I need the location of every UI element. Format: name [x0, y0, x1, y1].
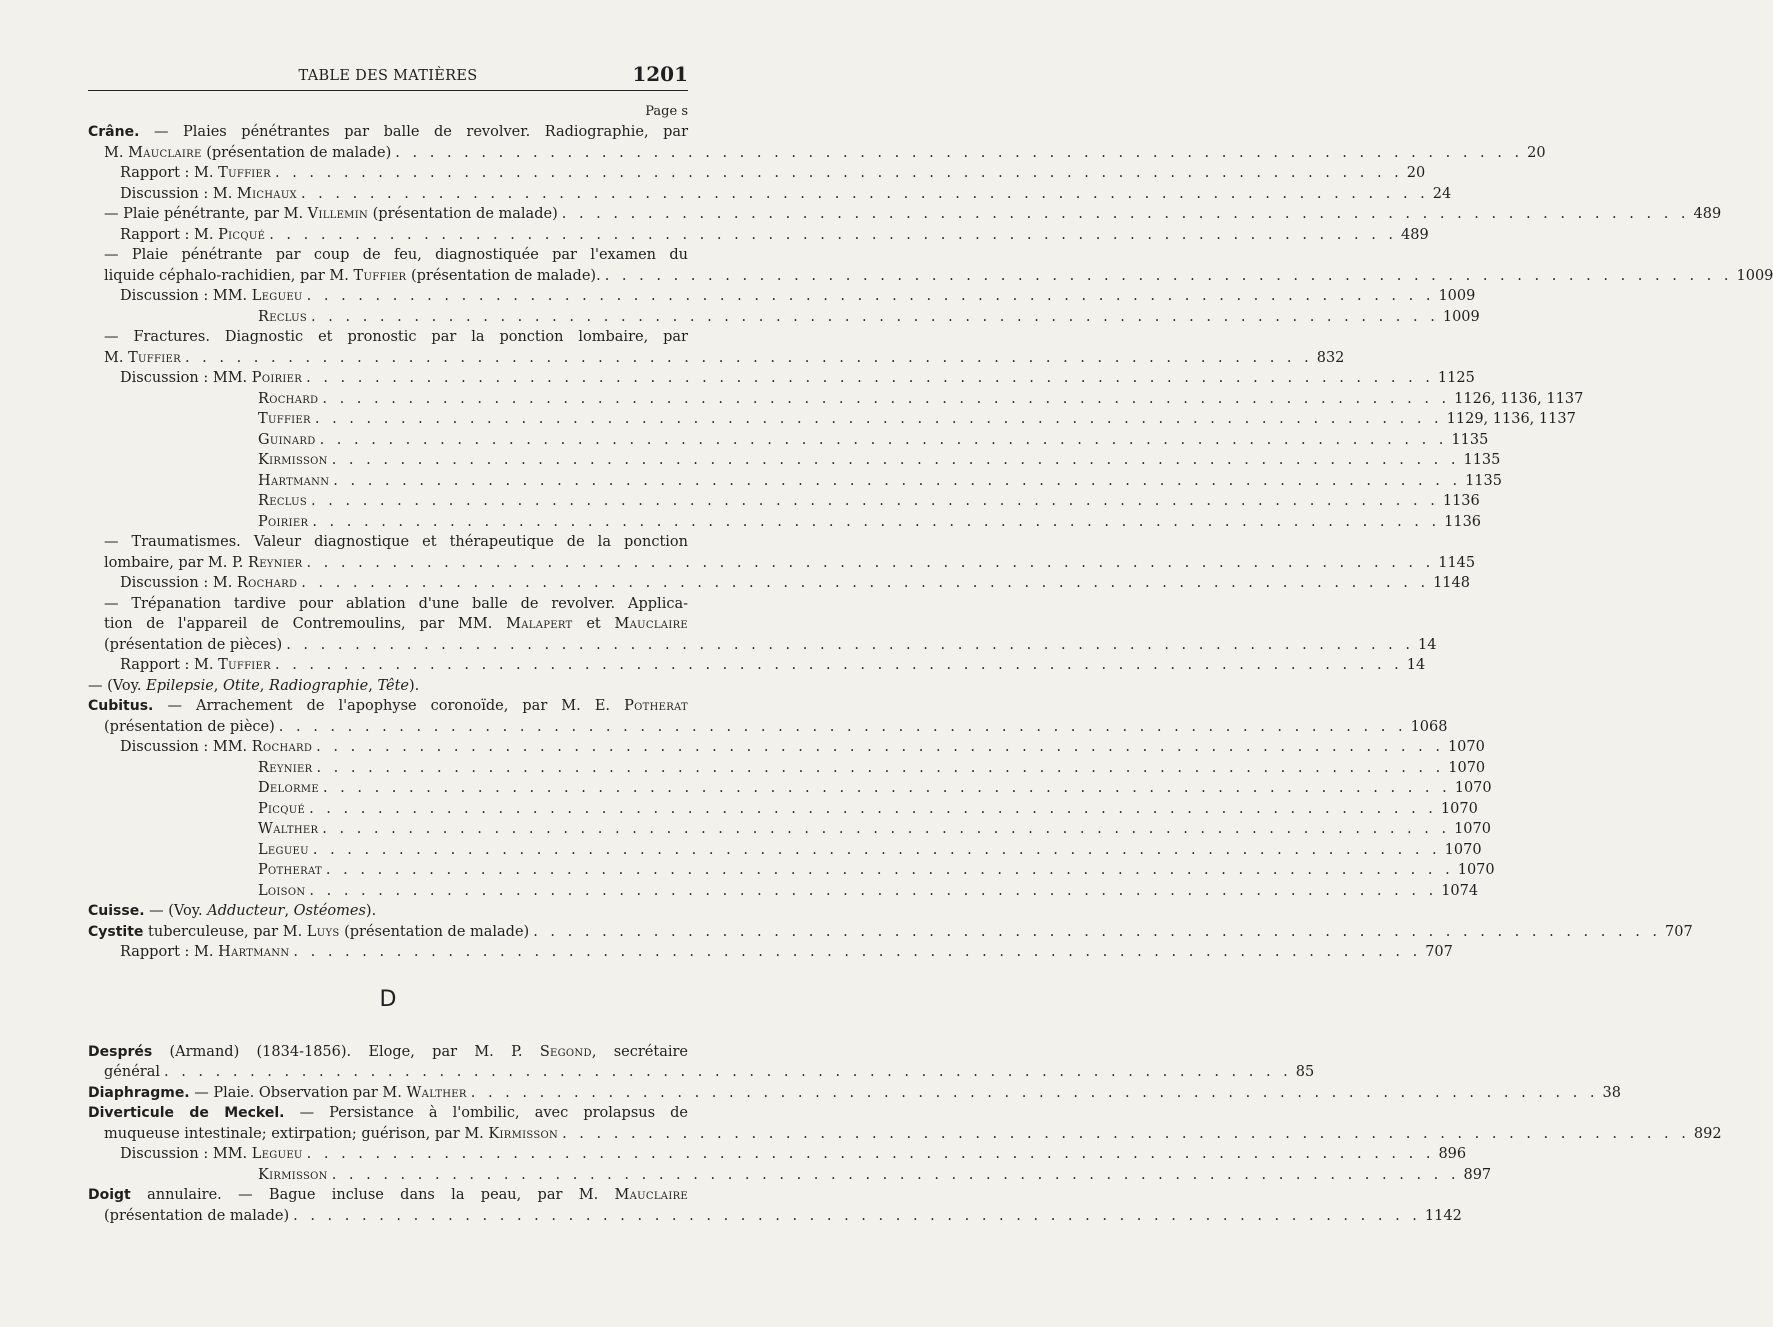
page-ref: 20	[1527, 144, 1546, 161]
entry-cuisse	[88, 901, 688, 922]
leader-dots	[395, 143, 1523, 164]
entry-line: Cubitus. — Arrachement de l'apophyse coronoïde, par M. E. Potherat	[88, 698, 688, 714]
entry-line: Rochard . . . 1126, 1136, 1137	[88, 389, 688, 410]
entry-line: M. Mauclaire (présentation de malade) . . . 20	[88, 143, 688, 164]
pages-column-label: Page s	[645, 104, 688, 119]
page-ref: 832	[1316, 349, 1345, 366]
entry-line: Kirmisson . . . 897	[88, 1165, 688, 1186]
entry-line: (présentation de pièce) . . . 1068	[88, 717, 688, 738]
entry-line: Diaphragme. — Plaie. Observation par M. Walther . . . 38	[88, 1083, 688, 1104]
entry-line: Legueu . . . 1070	[88, 840, 688, 861]
entry-line: Doigt annulaire. — Bague incluse dans la peau, par M. Mauclaire	[88, 1187, 689, 1203]
page-ref: 1070	[1447, 739, 1485, 755]
page-ref: 489	[1693, 206, 1722, 222]
entry-line: (présentation de pièces) . . . 14	[88, 635, 688, 656]
page-ref: 1070	[1454, 780, 1492, 796]
page-ref: 1009	[1438, 288, 1476, 304]
entry-line: — Traumatismes. Valeur diagnostique et thérapeutique de la ponction	[104, 534, 688, 550]
entry-line: (présentation de malade) . . . 1142	[88, 1206, 688, 1227]
page-ref: 1070	[1457, 862, 1495, 878]
entry-headword: Doigt	[88, 1187, 131, 1203]
entry-line: Hartmann . . . 1135	[88, 471, 688, 492]
entry-line: général . . . 85	[88, 1062, 688, 1083]
entry-line: Discussion : M. Michaux . . . 24	[88, 184, 688, 205]
page-ref: 1135	[1451, 431, 1489, 448]
entry-line: Reynier . . . 1070	[88, 758, 688, 779]
entry-despres	[88, 1042, 1315, 1083]
page-ref: 1070	[1454, 821, 1491, 837]
page-ref: 1148	[1433, 575, 1470, 591]
entry-line: — Plaie pénétrante par coup de feu, diagnostiquée par l'examen du	[104, 247, 688, 263]
page-ref: 1125	[1437, 370, 1475, 386]
page-ref: 489	[1401, 226, 1429, 243]
entry-line: muqueuse intestinale; extirpation; guérison, par M. Kirmisson . . . 892	[88, 1124, 688, 1145]
entry-diverticule	[88, 1103, 1722, 1185]
page-ref: 1135	[1465, 472, 1502, 489]
page-ref: 707	[1425, 944, 1453, 960]
entry-line: M. Tuffier . . . 832	[88, 348, 688, 369]
page-number: 1201	[632, 62, 688, 86]
page-ref: 1142	[1424, 1207, 1462, 1224]
entry-diaphragme	[88, 1083, 1621, 1104]
entry-line: Poirier . . . 1136	[88, 512, 688, 533]
page-ref: 896	[1438, 1146, 1467, 1162]
page-ref: 1070	[1444, 841, 1482, 858]
entry-line: Tuffier . . . 1129, 1136, 1137	[88, 409, 688, 430]
entry-line: Walther . . . 1070	[88, 819, 688, 840]
entry-line: Discussion : MM. Legueu . . . 1009	[88, 286, 688, 307]
page-ref: 1009	[1442, 308, 1480, 325]
page-ref: 24	[1432, 185, 1452, 202]
entry-headword: Després	[88, 1043, 153, 1060]
entry-line: lombaire, par M. P. Reynier . . . 1145	[88, 553, 688, 574]
entry-line: Loison . . . 1074	[88, 881, 688, 902]
entry-line: Reclus . . . 1009	[88, 307, 688, 328]
page-ref: 1009	[1736, 267, 1773, 284]
entry-line: Rapport : M. Hartmann . . . 707	[88, 942, 688, 963]
entry-line: Reclus . . . 1136	[88, 491, 688, 512]
entry-line: — (Voy. Epilepsie, Otite, Radiographie, Tête).	[88, 677, 420, 694]
page-ref: 1074	[1441, 882, 1479, 899]
page-ref: 1136	[1442, 493, 1480, 509]
entry-doigt	[88, 1185, 1462, 1226]
entry-headword: Cuisse.	[88, 903, 145, 919]
entry-cystite	[88, 922, 1693, 963]
entry-line: liquide céphalo-rachidien, par M. Tuffier (présentation de malade). . . . 1009	[88, 266, 688, 287]
page-ref: 1145	[1438, 554, 1476, 571]
entry-line: — Fractures. Diagnostic et pronostic par la ponction lombaire, par	[104, 329, 688, 345]
entry-line: Guinard . . . 1135	[88, 430, 688, 451]
entry-line: Potherat . . . 1070	[88, 860, 688, 881]
entry-line: Crâne. — Plaies pénétrantes par balle de revolver. Radiographie, par	[88, 124, 689, 140]
entry-headword: Diverticule de Meckel.	[88, 1105, 285, 1121]
entry-line: Discussion : M. Rochard . . . 1148	[88, 573, 688, 594]
entry-headword: Diaphragme.	[88, 1084, 190, 1101]
page-ref: 1129, 1136, 1137	[1446, 411, 1576, 427]
section-letter: D	[379, 986, 397, 1012]
page-ref: 892	[1693, 1125, 1722, 1142]
entry-line: — Plaie pénétrante, par M. Villemin (présentation de malade) . . . 489	[88, 204, 688, 225]
page-ref: 1135	[1463, 452, 1501, 468]
page-ref: 38	[1602, 1084, 1621, 1101]
entry-line: tion de l'appareil de Contremoulins, par MM. Malapert et Mauclaire	[104, 616, 689, 632]
entry-line: Rapport : M. Tuffier . . . 14	[88, 655, 688, 676]
page-ref: 85	[1295, 1064, 1315, 1080]
entry-line: Cuisse. — (Voy. Adducteur, Ostéomes).	[88, 903, 377, 919]
entry-crane	[88, 122, 1773, 696]
page-header	[88, 60, 688, 91]
page-ref: 14	[1406, 657, 1426, 673]
entry-line: Discussion : MM. Poirier . . . 1125	[88, 368, 688, 389]
page-ref: 897	[1463, 1166, 1492, 1183]
page-ref: 1126, 1136, 1137	[1454, 390, 1584, 407]
entry-line: Rapport : M. Tuffier . . . 20	[88, 163, 688, 184]
entry-line: Rapport : M. Picqué . . . 489	[88, 225, 688, 246]
entry-cubitus	[88, 696, 1495, 901]
page-ref: 14	[1418, 636, 1437, 653]
entry-headword: Cubitus.	[88, 698, 154, 714]
entry-headword: Cystite	[88, 923, 144, 940]
entry-line: Picqué . . . 1070	[88, 799, 688, 820]
page-ref: 1068	[1410, 718, 1448, 735]
running-title: TABLE DES MATIÈRES	[298, 68, 478, 84]
page-ref: 1136	[1444, 513, 1482, 530]
page-ref: 1070	[1440, 800, 1478, 817]
entry-line: Cystite tuberculeuse, par M. Luys (présentation de malade) . . . 707	[88, 922, 688, 943]
entry-line: Kirmisson . . . 1135	[88, 450, 688, 471]
entry-line: Discussion : MM. Legueu . . . 896	[88, 1144, 688, 1165]
index-page	[88, 60, 1773, 1226]
entry-line: — Trépanation tardive pour ablation d'une balle de revolver. Applica-	[104, 595, 688, 612]
page-ref: 707	[1665, 923, 1693, 940]
entry-line: Diverticule de Meckel. — Persistance à l'ombilic, avec prolapsus de	[88, 1105, 689, 1121]
entry-line: Delorme . . . 1070	[88, 778, 688, 799]
entry-headword: Crâne.	[88, 124, 140, 140]
entry-line: Discussion : MM. Rochard . . . 1070	[88, 737, 688, 758]
page-ref: 20	[1406, 165, 1426, 181]
entry-line: Després (Armand) (1834-1856). Eloge, par M. P. Segond, secrétaire	[88, 1043, 688, 1060]
page-ref: 1070	[1448, 759, 1486, 776]
